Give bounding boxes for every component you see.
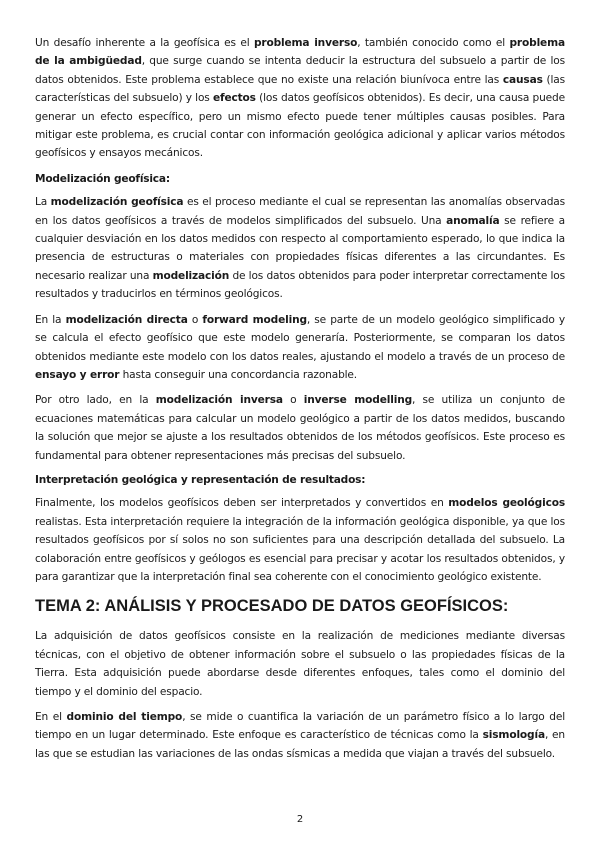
text: , se parte de un modelo geológico simplificado y se calcula el efecto geofísico que este modelo generaría. Posteriormente, se comparan los datos obtenidos mediante este modelo con los datos reales, ajustando el modelo a través de un proceso de xyxy=(35,313,565,363)
term-anomalia: anomalía xyxy=(446,214,500,227)
text: En la xyxy=(35,313,66,326)
text: La xyxy=(35,196,51,209)
term-inverse-modelling: inverse modelling xyxy=(303,394,413,407)
section-title-tema-2: TEMA 2: ANÁLISIS Y PROCESADO DE DATOS GEOFÍSICOS: xyxy=(35,597,509,616)
term-problema-ambiguedad: problema de la ambigüedad xyxy=(35,37,565,68)
text: (las características del subsuelo) y los xyxy=(35,73,565,105)
term-dominio-tiempo: dominio del tiempo xyxy=(66,711,183,723)
term-ensayo-error: ensayo y error xyxy=(35,368,120,381)
text: o xyxy=(282,394,304,407)
paragraph-adquisicion xyxy=(35,627,565,701)
term-efectos: efectos xyxy=(212,92,256,105)
text: , se mide o cuantifica la variación de un parámetro físico a lo largo del tiempo en un lugar determinado. Este enfoque es característico de técnicas como la xyxy=(35,711,565,742)
paragraph-modelizacion-inversa xyxy=(35,391,565,465)
term-sismologia: sismología xyxy=(482,729,545,742)
heading-modelizacion: Modelización geofísica: xyxy=(35,172,170,185)
text: , se utiliza un conjunto de ecuaciones matemáticas para calcular un modelo geológico a partir de los datos medidos, buscando la solución que mejor se ajuste a los resultados obtenidos de los métodos geofísicos. Este proceso es fundamental para obtener representaciones más precisas del subsuelo. xyxy=(35,394,565,462)
paragraph-modelizacion xyxy=(35,193,565,303)
text: realistas. Esta interpretación requiere la integración de la información geológica disponible, ya que los resultados geofísicos por sí solos no son suficientes para una descripción detallada del subsuelo. La colaboración entre geofísicos y geólogos es esencial para precisar y acotar los resultados obtenidos, y para garantizar que la interpretación final sea coherente con el conocimiento geológico existente. xyxy=(35,515,565,583)
text: (los datos geofísicos obtenidos). Es decir, una causa puede generar un efecto específico, pero un mismo efecto puede tener múltiples causas posibles. Para mitigar este problema, es crucial contar con información geológica adicional y aplicar varios métodos geofísicos y ensayos mecánicos. xyxy=(35,92,565,160)
text: , en las que se estudian las variaciones de las ondas sísmicas a medida que viajan a través del subsuelo. xyxy=(35,729,565,760)
term-modelizacion-geofisica: modelización geofísica xyxy=(50,196,184,209)
text: La adquisición de datos geofísicos consiste en la realización de mediciones mediante diversas técnicas, con el objetivo de obtener información sobre el subsuelo o las propiedades físicas de la Tierra. Esta adquisición puede abordarse desde diferentes enfoques, tales como el dominio del tiempo y el dominio del espacio. xyxy=(35,630,565,698)
heading-interpretacion: Interpretación geológica y representación de resultados: xyxy=(35,473,366,486)
text: o xyxy=(187,313,203,326)
text: de los datos obtenidos para poder interpretar correctamente los resultados y traducirlos en términos geológicos. xyxy=(35,269,565,301)
text: hasta conseguir una concordancia razonable. xyxy=(119,368,358,381)
text: Un desafío inherente a la geofísica es el xyxy=(35,37,254,49)
term-causas: causas xyxy=(502,73,543,86)
paragraph-problema-inverso xyxy=(35,34,565,163)
paragraph-interpretacion xyxy=(35,494,565,586)
text: Por otro lado, en la xyxy=(35,394,156,407)
term-modelizacion-directa: modelización directa xyxy=(65,313,188,326)
text: En el xyxy=(35,711,67,723)
text: se refiere a cualquier desviación en los datos medidos con respecto al comportamiento esperado, lo que indica la presencia de estructuras o materiales con propiedades físicas diferentes a las circundantes. Es necesario realizar una xyxy=(35,214,565,282)
term-modelos-geologicos: modelos geológicos xyxy=(448,497,565,510)
term-modelizacion-inversa: modelización inversa xyxy=(155,394,283,407)
paragraph-dominio-tiempo xyxy=(35,708,565,763)
text: , que surge cuando se intenta deducir la estructura del subsuelo a partir de los datos obtenidos. Este problema establece que no existe una relación biunívoca entre las xyxy=(35,55,565,86)
text: es el proceso mediante el cual se representan las anomalías observadas en los datos geofísicos a través de modelos simplificados del subsuelo. Una xyxy=(35,196,565,227)
text: , también conocido como el xyxy=(357,37,510,49)
document-page xyxy=(35,34,565,770)
term-problema-inverso: problema inverso xyxy=(253,37,358,49)
term-modelizacion: modelización xyxy=(152,269,230,282)
term-forward-modeling: forward modeling xyxy=(202,313,307,326)
paragraph-modelizacion-directa xyxy=(35,311,565,385)
page-number: 2 xyxy=(296,814,304,825)
text: Finalmente, los modelos geofísicos deben ser interpretados y convertidos en xyxy=(35,497,449,510)
